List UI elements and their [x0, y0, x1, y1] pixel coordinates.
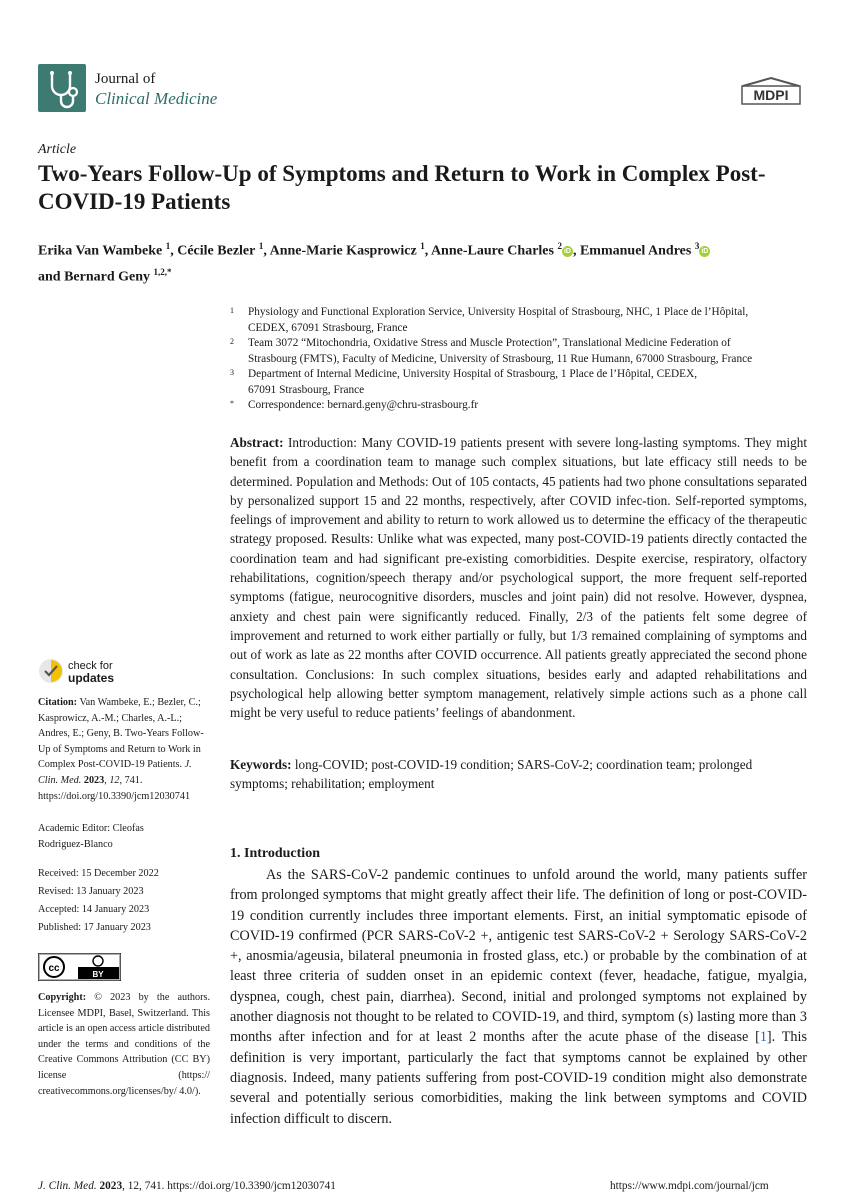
keywords-label: Keywords: [230, 757, 292, 772]
revised-date: Revised: 13 January 2023 [38, 886, 144, 897]
copyright-notice [38, 990, 210, 1099]
abstract [230, 433, 807, 722]
footer-journal-url[interactable]: https://www.mdpi.com/journal/jcm [610, 1180, 769, 1192]
citation-link[interactable]: 1 [759, 1029, 767, 1046]
by-label: BY [92, 970, 104, 979]
affiliation [230, 305, 810, 336]
footer-year: 2023 [99, 1180, 123, 1192]
affiliation-line: 67091 Strasbourg, France [248, 383, 365, 396]
author-name[interactable]: Cécile Bezler [177, 243, 256, 259]
author-name[interactable]: Erika Van Wambeke [38, 243, 163, 259]
publisher-logo[interactable] [740, 76, 802, 106]
abstract-label: Abstract: [230, 435, 284, 450]
keywords-text: long-COVID; post-COVID-19 condition; SARS-CoV-2; coordination team; prolonged symptoms; rehabilitation; employment [230, 757, 753, 792]
keywords [230, 755, 807, 794]
affiliation-line: CEDEX, 67091 Strasbourg, France [248, 321, 408, 334]
received-date: Received: 15 December 2022 [38, 868, 159, 879]
orcid-icon[interactable]: iD [563, 247, 571, 255]
copyright-text: © 2023 by the authors. Licensee MDPI, Basel, Switzerland. This article is an open access article distributed under the terms and conditions of the Creative Commons Attribution (CC BY) license (https:// creativecommons.org/licenses/by/ 4.0/). [38, 992, 210, 1097]
journal-name-line1: Journal of [95, 71, 156, 87]
check-for-updates-icon[interactable] [38, 658, 64, 684]
author-affiliation-ref: 1 [165, 241, 171, 251]
journal-name-line2: Clinical Medicine [95, 89, 218, 108]
affiliation-number: 2 [230, 337, 234, 346]
section-heading: 1. Introduction [230, 846, 320, 861]
author-affiliation-ref: 2 [557, 241, 562, 251]
footer-doi[interactable]: , 12, 741. https://doi.org/10.3390/jcm12030741 [122, 1180, 336, 1192]
author-list: Erika Van Wambeke $^1$, Cécile Bezler $^1$, Anne-Marie Kasprowicz $^1$, Anne-Laure Charles $^2$iD , Emmanuel Andres $^3$iD and Bernard Geny $^{1,2,*}$ [38, 241, 709, 285]
affiliation-number: 1 [230, 306, 234, 315]
author-affiliation-ref: 1 [258, 241, 264, 251]
intro-text: ]. This definition is very important, particularly the fact that symptoms cannot be explained by other diagnosis. Indeed, many patients suffering from post-COVID-19 condition might also demonstrate several and potentially serious comorbidities, making the link between symptoms and COVID infection difficult to discern. [230, 1029, 807, 1127]
citation-volume: 12 [109, 774, 120, 786]
citation-journal: J. Clin. Med. [38, 759, 192, 786]
check-for-updates-line2[interactable]: updates [68, 671, 115, 685]
publisher-name: MDPI [753, 87, 789, 103]
affiliation [230, 336, 810, 367]
affiliation-line: Physiology and Functional Exploration Service, University Hospital of Strasbourg, NHC, 1 Place de l’Hôpital, [248, 306, 749, 318]
citation-text: Van Wambeke, E.; Bezler, C.; Kasprowicz, A.-M.; Charles, A.-L.; Andres, E.; Geny, B. Two-Years Follow-Up of Symptoms and Return to Work in Complex Post-COVID-19 Patients. [38, 697, 204, 771]
copyright-label: Copyright: [38, 992, 87, 1003]
cc-label: cc [48, 963, 60, 974]
affiliation [230, 367, 810, 398]
author-name[interactable]: Bernard Geny [64, 269, 151, 285]
published-date: Published: 17 January 2023 [38, 922, 151, 933]
affiliation-line: Team 3072 “Mitochondria, Oxidative Stress and Muscle Protection”, Translational Medicine Federation of [248, 337, 731, 349]
author-affiliation-ref: 1 [420, 241, 425, 251]
article-title: Two-Years Follow-Up of Symptoms and Return to Work in Complex Post-COVID-19 Patients [38, 161, 766, 214]
author-affiliation-ref: 1,2,* [153, 266, 172, 277]
citation-doi[interactable]: , 741. https://doi.org/10.3390/jcm12030741 [38, 774, 191, 802]
journal-logo [38, 64, 86, 112]
intro-text: As the SARS-CoV-2 pandemic continues to unfold around the world, many patients suffer from prolonged symptoms that might greatly affect their life. The definition of long or post-COVID-19 condition currently includes three important elements. First, an initial symptomatic episode of COVID-19 confirmed (PCR SARS-CoV-2 +, antigenic test SARS-CoV-2 + Serology SARS-CoV-2 +, anosmia/ageusia, bilateral pneumonia in frosted glass, etc.) or probable by the combination of at least three criteria of sudden onset in an epidemic context (fever, headache, fatigue, myalgia, dyspnea, cough, chest pain, diarrhea). Second, initial and prolonged symptoms not explained by another diagnosis not thought to be related to COVID-19, and third, symptom (s) lasting more than 3 months after infection and for at least 2 months after the acute phase of the disease [ [230, 867, 807, 1046]
accepted-date: Accepted: 14 January 2023 [38, 904, 150, 915]
correspondence [230, 398, 810, 414]
attribution-icon [93, 956, 103, 966]
orcid-icon[interactable]: iD [701, 247, 709, 255]
citation-label: Citation: [38, 697, 78, 708]
author-name[interactable]: Emmanuel Andres [579, 243, 692, 259]
author-name[interactable]: Anne-Marie Kasprowicz [269, 243, 417, 259]
footer-citation [38, 1180, 336, 1192]
stethoscope-icon [38, 64, 86, 112]
author-affiliation-ref: 3 [694, 241, 700, 251]
citation-year: 2023 [83, 774, 105, 786]
affiliation-number: * [230, 399, 234, 408]
affiliation-line: Strasbourg (FMTS), Faculty of Medicine, University of Strasbourg, 11 Rue Humann, 67000 Strasbourg, France [248, 352, 753, 365]
check-for-updates-line1[interactable]: check for [68, 660, 113, 672]
citation: Citation: Van Wambeke, E.; Bezler, C.; Kasprowicz, A.-M.; Charles, A.-L.; Andres, E.; Geny, B. Two-Years Follow-Up of Symptoms and Return to Work in Complex Post-COVID-19 Patients. J. Clin. Med. 2023, 12, 741. https://doi.org/10.3390/jcm12030741 [38, 697, 204, 802]
footer-journal: J. Clin. Med. [38, 1180, 97, 1192]
author-name[interactable]: Anne-Laure Charles [430, 243, 554, 259]
article-type: Article [38, 142, 77, 157]
introduction-paragraph [230, 865, 807, 1129]
academic-editor: Academic Editor: Cleofas Rodriguez-Blanco [38, 823, 144, 850]
cc-by-license-badge[interactable] [38, 953, 121, 981]
affiliation-number: 3 [230, 368, 234, 377]
abstract-text: Introduction: Many COVID-19 patients present with severe long-lasting symptoms. They might benefit from a coordination team to manage such complex situations, but late efficacy still needs to be determined. Population and Methods: Out of 105 contacts, 45 patients had two phone consultations separated by personalized support 15 and 22 months, respectively, after COVID infec-tion. Self-reported symptoms, feelings of improvement and ability to return to work allowed us to determine the efficacy of the therapeutic strategy proposed. Results: Unlike what was expected, many post-COVID-19 patients directly contacted the coordination team and had significant pre-existing comorbidities. Despite exercise, respiratory, olfactory rehabilitations, cognition/speech therapy and/or psychological support, the more frequent self-reported symptoms (fatigue, neurocognitive disorders, muscles and joint pain) did not resolve. However, dyspnea, anxiety and chest pain were significantly reduced. Finally, 2/3 of the patients felt some degree of improvement and returned to work either partially or fully, but 1/3 remained complaining of symptoms and out of work as late as 22 months after COVID occurrence. All patients greatly appreciated the second phone consultation. Conclusions: In such complex situations, besides early and adapted rehabilitations and psychological help allowing better symptom management, relatively simple actions such as a phone call might be very useful to reduce patients’ feelings of abandonment. [230, 435, 807, 721]
affiliation-line: Department of Internal Medicine, University Hospital of Strasbourg, 1 Place de l’Hôpital, CEDEX, [248, 368, 698, 380]
correspondence-email[interactable]: Correspondence: bernard.geny@chru-strasbourg.fr [248, 399, 479, 411]
